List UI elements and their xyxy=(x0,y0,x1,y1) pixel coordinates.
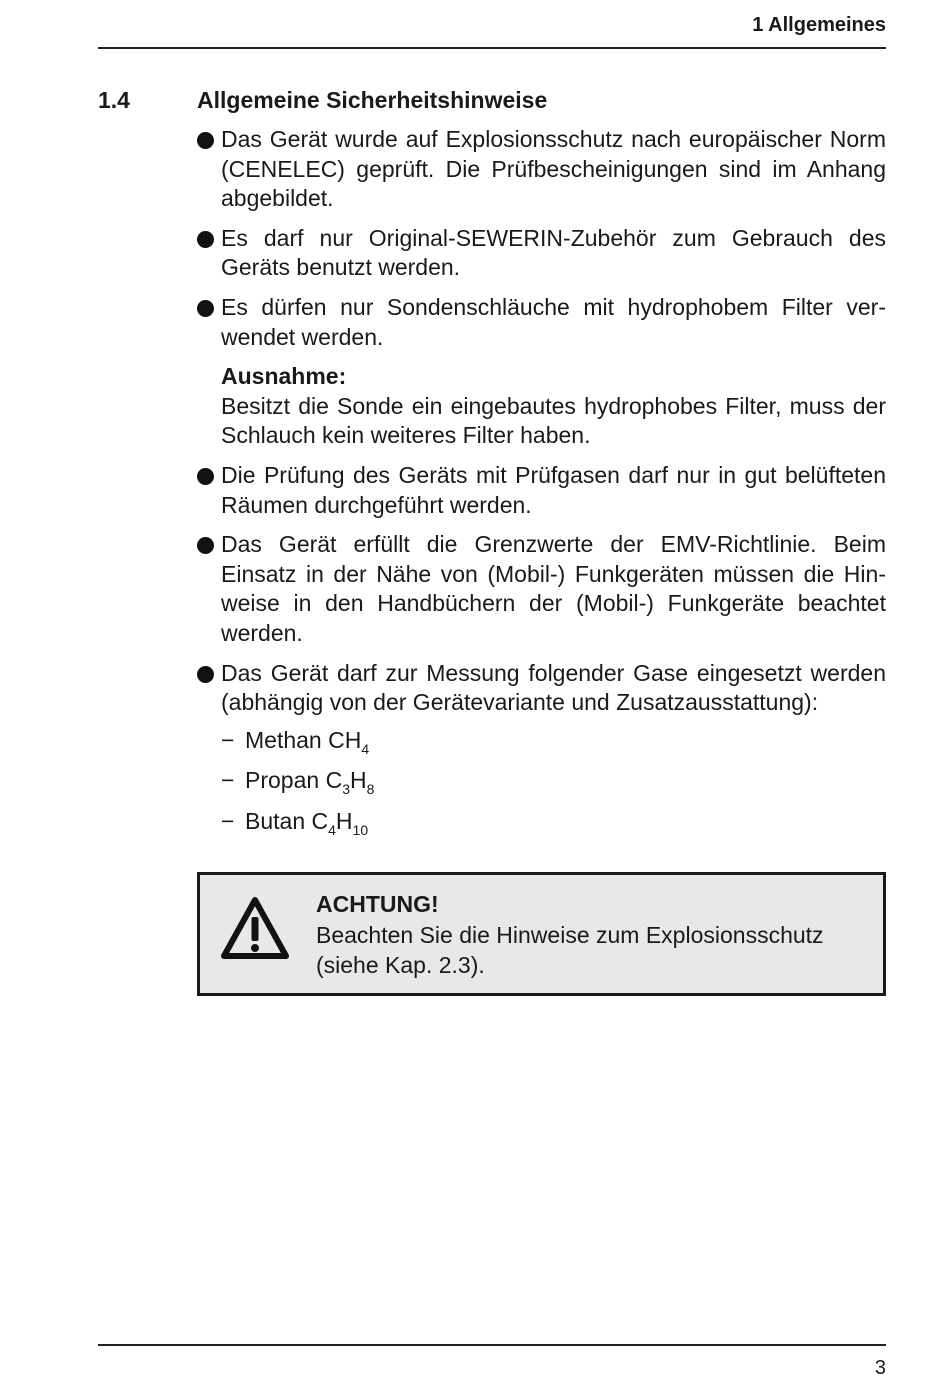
gas-name: Propan $C_3H_8$ xyxy=(245,767,375,798)
list-item xyxy=(197,461,886,520)
list-item-text: Das Gerät erfüllt die Grenzwerte der EMV-Richtlinie. Beim Einsatz in der Nähe von (Mobil-) Funkgeräten müssen die Hinweise in den Handbüchern der (Mobil-) Funkgeräte beachtet werden. xyxy=(221,531,886,646)
bullet-icon xyxy=(197,224,221,283)
list-item-text: Es darf nur Original-SEWERIN-Zubehör zum Gebrauch des Geräts benutzt werden. xyxy=(221,224,886,281)
dash-marker: − xyxy=(221,807,235,834)
bullet-icon xyxy=(197,125,221,214)
warning-title: ACHTUNG! xyxy=(316,891,439,917)
bullet-icon xyxy=(197,461,221,520)
exception-label: Ausnahme: xyxy=(221,363,347,390)
list-item-text: Das Gerät wurde auf Explosionsschutz nach europäischer Norm (CENELEC) geprüft. Die Prüfbescheinigungen sind im Anhang abgebildet. xyxy=(221,126,886,212)
warning-triangle-icon xyxy=(220,895,290,961)
list-item-text: Die Prüfung des Geräts mit Prüfgasen darf nur in gut belüfteten Räumen durchgeführt werden. xyxy=(221,461,886,518)
exception-text: Besitzt die Sonde ein eingebautes hydrophobes Filter, muss der Schlauch kein weiteres Filter haben. xyxy=(221,392,886,449)
gas-name: Methan $CH_4$ xyxy=(245,726,370,757)
page-number: 3 xyxy=(874,1357,886,1379)
dash-marker: − xyxy=(221,767,235,794)
bullet-icon xyxy=(197,293,221,352)
list-item xyxy=(197,530,886,648)
dash-marker: − xyxy=(221,726,235,753)
gas-list-item xyxy=(221,807,886,837)
list-item xyxy=(197,293,886,352)
list-item-text: Es dürfen nur Sondenschläuche mit hydrophobem Filter verwendet werden. xyxy=(221,293,886,350)
bullet-icon xyxy=(197,659,221,718)
bullet-icon xyxy=(197,530,221,648)
warning-text: Beachten Sie die Hinweise zum Explosionsschutz (siehe Kap. 2.3). xyxy=(316,922,824,978)
footer-rule xyxy=(98,1344,886,1346)
section-title: Allgemeine Sicherheitshinweise xyxy=(197,87,548,113)
list-item xyxy=(197,125,886,214)
gas-list xyxy=(197,726,886,837)
header-rule xyxy=(98,47,886,49)
warning-box xyxy=(197,872,886,996)
list-item xyxy=(197,224,886,283)
gas-list-item xyxy=(221,726,886,756)
gas-list-item xyxy=(221,766,886,796)
list-item-text: Das Gerät darf zur Messung folgender Gase eingesetzt werden (abhängig von der Gerätevariante und Zusatzausstattung): xyxy=(221,659,886,716)
section-content xyxy=(197,125,886,847)
list-item xyxy=(197,659,886,718)
chapter-header: 1 Allgemeines xyxy=(752,14,886,36)
section-number: 1.4 xyxy=(98,87,130,113)
exception-note xyxy=(221,362,886,451)
gas-name: Butan $C_4H_{10}$ xyxy=(245,807,369,838)
